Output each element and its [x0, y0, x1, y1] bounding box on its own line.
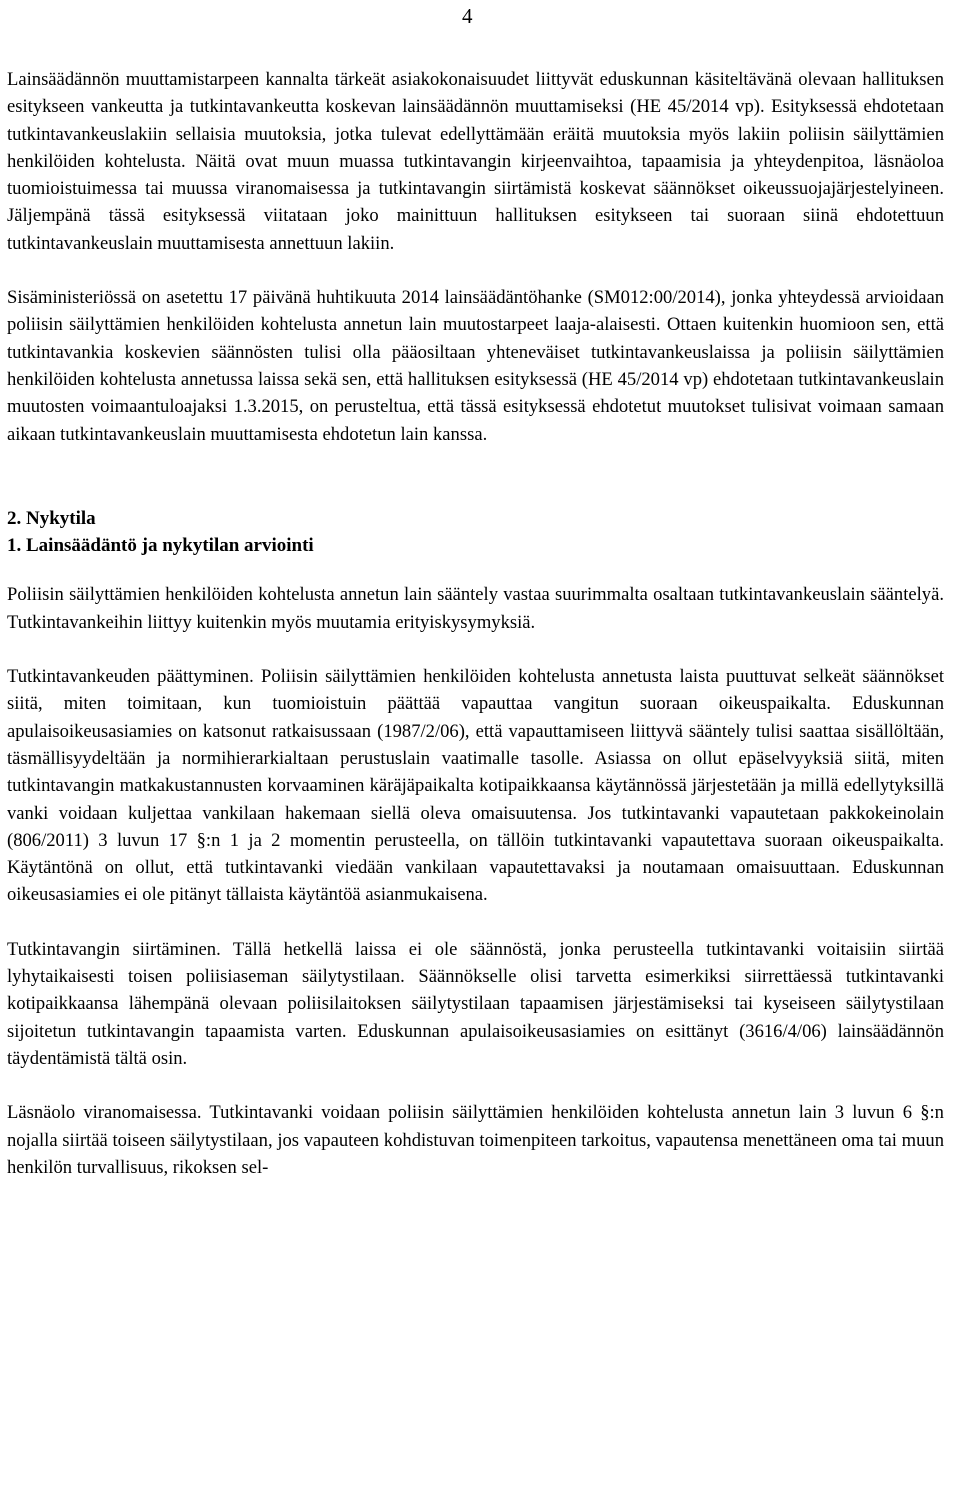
paragraph-transfer [7, 936, 944, 1072]
section-heading: 2. Nykytila [7, 507, 96, 529]
paragraph-transfer-text: Tällä hetkellä laissa ei ole säännöstä, jonka perusteella tutkintavanki voitaisiin siirtää lyhytaikaisesti toisen poliisiaseman säilytystilaan. Säännökselle olisi tarvetta esimerkiksi siirrettäessä tutkintavanki kotipaikkaansa lähempänä olevaan poliisilaitoksen säilytystilaan tapaamisen järjestämiseksi tai kyseiseen säilytystilaan sijoitetun tutkintavangin tapaamista varten. Eduskunnan apulaisoikeusasiamies on esittänyt (3616/4/06) lainsäädännön täydentämistä tältä osin. [7, 938, 944, 1069]
page-number: 4 [462, 4, 473, 28]
paragraph-presence-lead: Läsnäolo viranomaisessa. [7, 1102, 202, 1124]
paragraph-release-text: Poliisin säilyttämien henkilöiden kohtelusta annetusta laista puuttuvat selkeät säännökset siitä, miten toimitaan, kun tuomioistuin päättää vapauttaa vangitun suoraan oikeuspaikalta. Eduskunnan apulaisoikeusasiamies on katsonut ratkaisussaan (1987/2/06), että vapauttamiseen liittyvä sääntely tulisi saattaa sisällöltään, täsmällisyydeltään ja normihierarkialtaan perustuslain vaatimalle tasolle. Asiassa on ollut epäselvyyksiä siitä, miten tutkintavangin matkakustannusten korvaaminen käräjäpaikalta kotipaikkaansa käytännössä järjestetään ja millä edellytyksillä vanki voidaan kuljettaa vankilaan hakemaan siellä oleva omaisuutensa. Jos tutkintavanki vapautetaan pakkokeinolain (806/2011) 3 luvun 17 §:n 1 ja 2 momentin perusteella, on tällöin tutkintavanki vapautettava suoraan oikeuspaikalta. Käytäntönä on ollut, että tutkintavanki viedään vankilaan vapautettavaksi ja noutamaan omaisuuttaan. Eduskunnan oikeusasiamies ei ole pitänyt tällaista käytäntöä asianmukaisena. [7, 666, 944, 906]
paragraph-current-state: Poliisin säilyttämien henkilöiden kohtelusta annetun lain sääntely vastaa suurimmalta osaltaan tutkintavankeuslain sääntelyä. Tutkintavankeihin liittyy kuitenkin myös muutamia erityiskysymyksiä. [7, 584, 944, 633]
paragraph-intro: Lainsäädännön muuttamistarpeen kannalta tärkeät asiakokonaisuudet liittyvät eduskunnan käsiteltävänä olevaan hallituksen esitykseen vankeutta ja tutkintavankeutta koskevan lainsäädännön muuttamiseksi (HE 45/2014 vp). Esityksessä ehdotetaan tutkintavankeuslakiin sellaisia muutoksia, jotka tulevat edellyttämään eräitä muutoksia myös lakiin poliisin säilyttämien henkilöiden kohtelusta. Näitä ovat muun muassa tutkintavangin kirjeenvaihtoa, tapaamisia ja yhteydenpitoa, läsnäoloa tuomioistuimessa tai muussa viranomaisessa ja tutkintavangin siirtämistä koskevat säännökset oikeussuojajärjestelyineen. Jäljempänä tässä esityksessä viitataan joko mainittuun hallituksen esitykseen tai suoraan siinä ehdotettuun tutkintavankeuslain muuttamisesta annettuun lakiin. [7, 69, 944, 254]
paragraph-release-lead: Tutkintavankeuden päättyminen. [7, 666, 254, 688]
subsection-heading: 1. Lainsäädäntö ja nykytilan arviointi [7, 535, 314, 557]
paragraph-presence [7, 1099, 944, 1181]
document-body [7, 66, 944, 1181]
paragraph-release [7, 663, 944, 909]
paragraph-presence-text: Tutkintavanki voidaan poliisin säilyttämien henkilöiden kohtelusta annetun lain 3 luvun 6 §:n nojalla siirtää toiseen säilytystilaan, jos vapauteen kohdistuvan toimenpiteen tarkoitus, vapautensa menettäneen oma tai muun henkilön turvallisuus, rikoksen sel- [7, 1102, 944, 1178]
paragraph-project: Sisäministeriössä on asetettu 17 päivänä huhtikuuta 2014 lainsäädäntöhanke (SM012:00/2014), jonka yhteydessä arvioidaan poliisin säilyttämien henkilöiden kohtelusta annetun lain muutostarpeet laaja-alaisesti. Ottaen kuitenkin huomioon sen, että tutkintavankia koskevien säännösten tulisi olla pääosiltaan yhteneväiset tutkintavankeuslaissa ja poliisin säilyttämien henkilöiden kohtelusta annetussa laissa sekä sen, että hallituksen esityksessä (HE 45/2014 vp) ehdotetaan tutkintavankeuslain muutosten voimaantuloajaksi 1.3.2015, on perusteltua, että tässä esityksessä ehdotetut muutokset tulisivat voimaan samaan aikaan tutkintavankeuslain muuttamisesta ehdotetun lain kanssa. [7, 287, 944, 445]
paragraph-transfer-lead: Tutkintavangin siirtäminen. [7, 938, 221, 960]
